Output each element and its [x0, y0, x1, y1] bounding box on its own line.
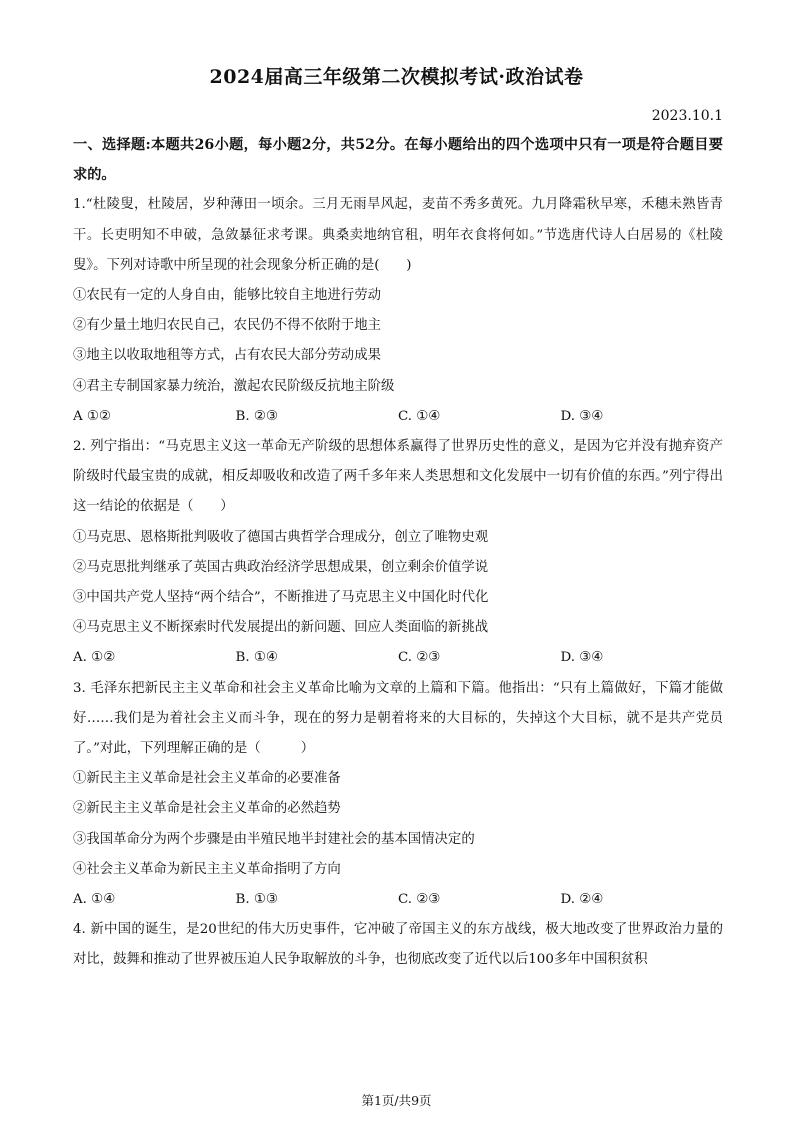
statement-item: ④君主专制国家暴力统治，激起农民阶级反抗地主阶级 [73, 378, 395, 394]
option-a: A ①② [73, 408, 111, 424]
option-c: C. ②③ [398, 650, 441, 666]
option-d: D. ③④ [560, 650, 604, 666]
statement-item: ②马克思批判继承了英国古典政治经济学思想成果，创立剩余价值学说 [73, 559, 489, 575]
option-b: B. ②③ [235, 408, 278, 424]
statement-item: ①农民有一定的人身自由，能够比较自主地进行劳动 [73, 288, 381, 304]
answer-options [73, 885, 723, 915]
statement-item: ②新民主主义革命是社会主义革命的必然趋势 [73, 801, 341, 817]
option-d: D. ③④ [560, 408, 604, 424]
option-c: C. ①④ [398, 408, 441, 424]
section-header: 一、选择题:本题共26小题，每小题2分，共52分。在每小题给出的四个选项中只有一项是符合题目要求的。 [73, 137, 723, 184]
statement-item: ③我国革命分为两个步骤是由半殖民地半封建社会的基本国情决定的 [73, 831, 475, 847]
option-d: D. ②④ [560, 892, 604, 908]
statement-item: ③中国共产党人坚持“两个结合”，不断推进了马克思主义中国化时代化 [73, 590, 489, 606]
question-stem: 4. 新中国的诞生，是20世纪的伟大历史事件，它冲破了帝国主义的东方战线，极大地改变了世界政治力量的对比，鼓舞和推动了世界被压迫人民争取解放的斗争，也彻底改变了近代以后100多年中国积贫积 [73, 922, 723, 968]
question-3 [73, 674, 723, 916]
option-a: A. ①② [73, 650, 116, 666]
exam-date: 2023.10.1 [651, 108, 723, 124]
statement-item: ①马克思、恩格斯批判吸收了德国古典哲学合理成分，创立了唯物史观 [73, 529, 489, 545]
option-b: B. ①④ [235, 650, 278, 666]
answer-options [73, 402, 723, 432]
statement-item: ①新民主主义革命是社会主义革命的必要准备 [73, 771, 341, 787]
option-a: A. ①④ [73, 892, 116, 908]
statement-item: ④马克思主义不断探索时代发展提出的新问题、回应人类面临的新挑战 [73, 620, 489, 636]
page-number: 第1页/共9页 [361, 1093, 432, 1108]
answer-options [73, 643, 723, 673]
statement-item: ④社会主义革命为新民主主义革命指明了方向 [73, 861, 341, 877]
question-stem: 2. 列宁指出：“马克思主义这一革命无产阶级的思想体系赢得了世界历史性的意义，是因为它并没有抛弃资产阶级时代最宝贵的成就，相反却吸收和改造了两千多年来人类思想和文化发展中一切有价值的东西。”列宁得出这一结论的依据是（ ） [73, 439, 723, 515]
question-1 [73, 190, 723, 432]
exam-content [73, 130, 723, 976]
question-stem: 3. 毛泽东把新民主主义革命和社会主义革命比喻为文章的上篇和下篇。他指出：“只有上篇做好，下篇才能做好……我们是为着社会主义而斗争，现在的努力是朝着将来的大目标的，失掉这个大目标，就不是共产党员了。”对此，下列理解正确的是（ ） [73, 680, 723, 757]
option-c: C. ②③ [398, 892, 441, 908]
question-4 [73, 915, 723, 975]
statement-item: ③地主以收取地租等方式，占有农民大部分劳动成果 [73, 348, 381, 364]
question-stem: 1.“杜陵叟，杜陵居，岁种薄田一顷余。三月无雨旱风起，麦苗不秀多黄死。九月降霜秋早寒，禾穗未熟皆青干。长吏明知不申破，急敛暴征求考课。典桑卖地纳官租，明年衣食将何如。”节选唐代诗人白居易的《杜陵叟》。下列对诗歌中所呈现的社会现象分析正确的是( ) [73, 197, 723, 273]
question-2 [73, 432, 723, 674]
page-title: 2024届高三年级第二次模拟考试·政治试卷 [209, 66, 584, 88]
statement-item: ②有少量土地归农民自己，农民仍不得不依附于地主 [73, 318, 381, 334]
option-b: B. ①③ [235, 892, 278, 908]
